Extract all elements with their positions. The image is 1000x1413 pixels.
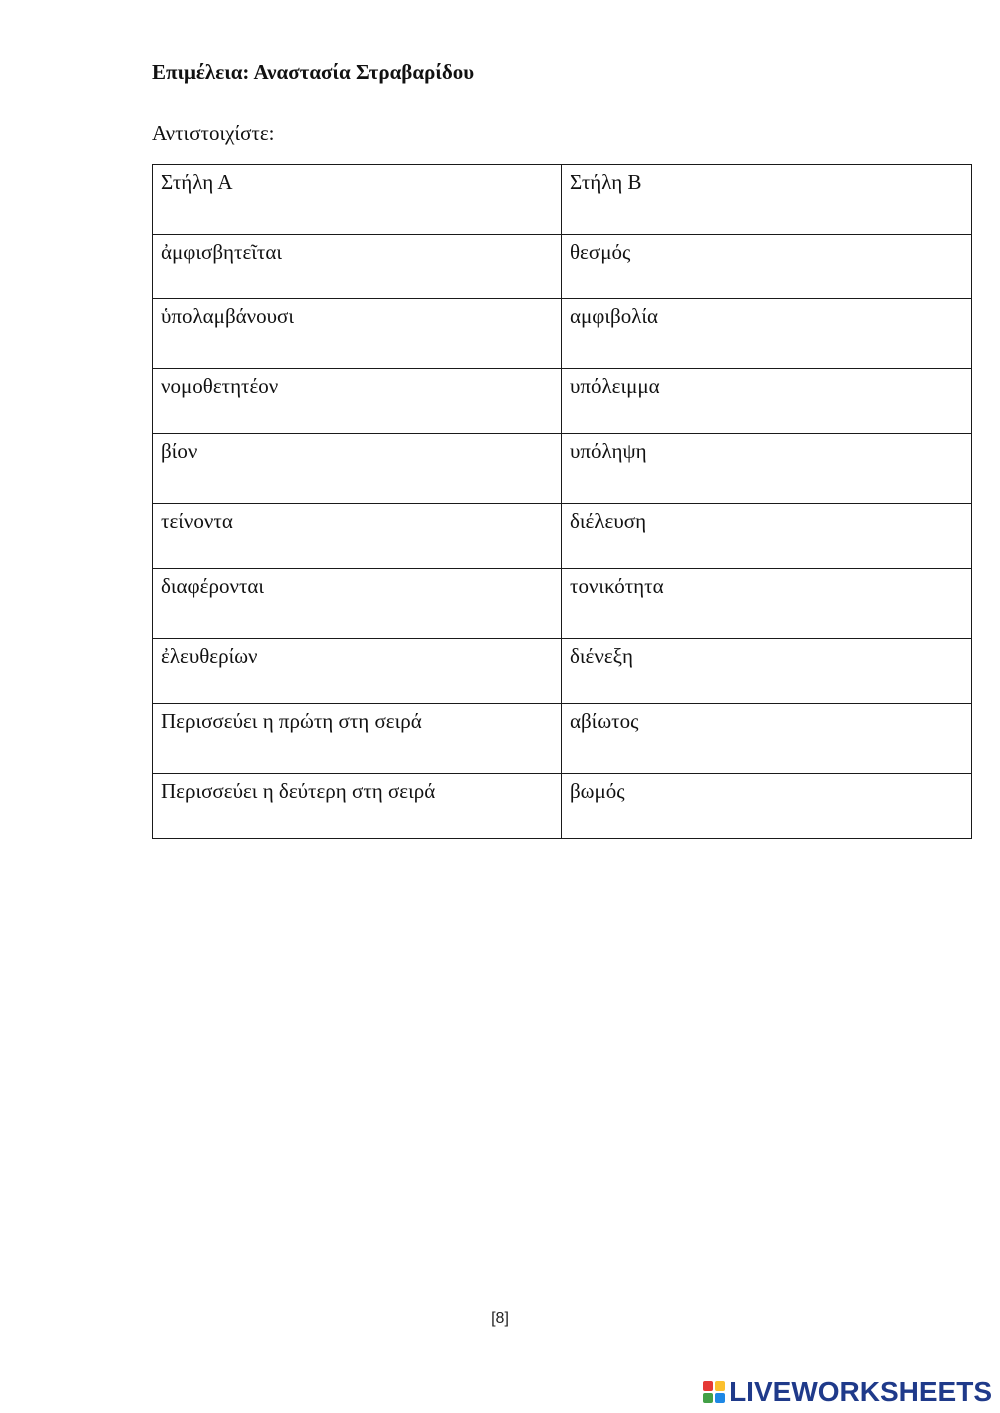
column-b-header: Στήλη Β (562, 165, 972, 235)
table-row (153, 639, 972, 704)
table-row (153, 704, 972, 774)
column-a-cell: βίον (153, 434, 562, 504)
logo-block-blue (715, 1393, 725, 1403)
matching-table (152, 164, 972, 839)
column-b-cell: διένεξη (562, 639, 972, 704)
column-a-cell: διαφέρονται (153, 569, 562, 639)
author-line: Επιμέλεια: Αναστασία Στραβαρίδου (152, 60, 475, 84)
column-b-cell: τονικότητα (562, 569, 972, 639)
column-a-header: Στήλη Α (153, 165, 562, 235)
instruction-text: Αντιστοιχίστε: (152, 121, 275, 145)
column-a-cell: τείνοντα (153, 504, 562, 569)
column-b-cell: υπόλειμμα (562, 369, 972, 434)
table-header-row (153, 165, 972, 235)
liveworksheets-logo (703, 1376, 992, 1408)
column-b-cell: βωμός (562, 774, 972, 839)
table-row (153, 569, 972, 639)
table-row (153, 504, 972, 569)
table-row (153, 235, 972, 299)
column-b-cell: θεσμός (562, 235, 972, 299)
column-a-cell: ἀμφισβητεῖται (153, 235, 562, 299)
column-a-cell: Περισσεύει η πρώτη στη σειρά (153, 704, 562, 774)
table-row (153, 774, 972, 839)
logo-blocks-icon (703, 1381, 725, 1403)
column-a-cell: ἐλευθερίων (153, 639, 562, 704)
column-a-cell: ὑπολαμβάνουσι (153, 299, 562, 369)
table-row (153, 434, 972, 504)
column-a-cell: Περισσεύει η δεύτερη στη σειρά (153, 774, 562, 839)
table-row (153, 299, 972, 369)
column-b-cell: διέλευση (562, 504, 972, 569)
column-a-cell: νομοθετητέον (153, 369, 562, 434)
logo-block-yellow (715, 1381, 725, 1391)
column-b-cell: αβίωτος (562, 704, 972, 774)
column-b-cell: υπόληψη (562, 434, 972, 504)
logo-text: LIVEWORKSHEETS (729, 1376, 992, 1407)
logo-block-green (703, 1393, 713, 1403)
logo-block-red (703, 1381, 713, 1391)
column-b-cell: αμφιβολία (562, 299, 972, 369)
table-row (153, 369, 972, 434)
page-number: [8] (491, 1310, 509, 1327)
